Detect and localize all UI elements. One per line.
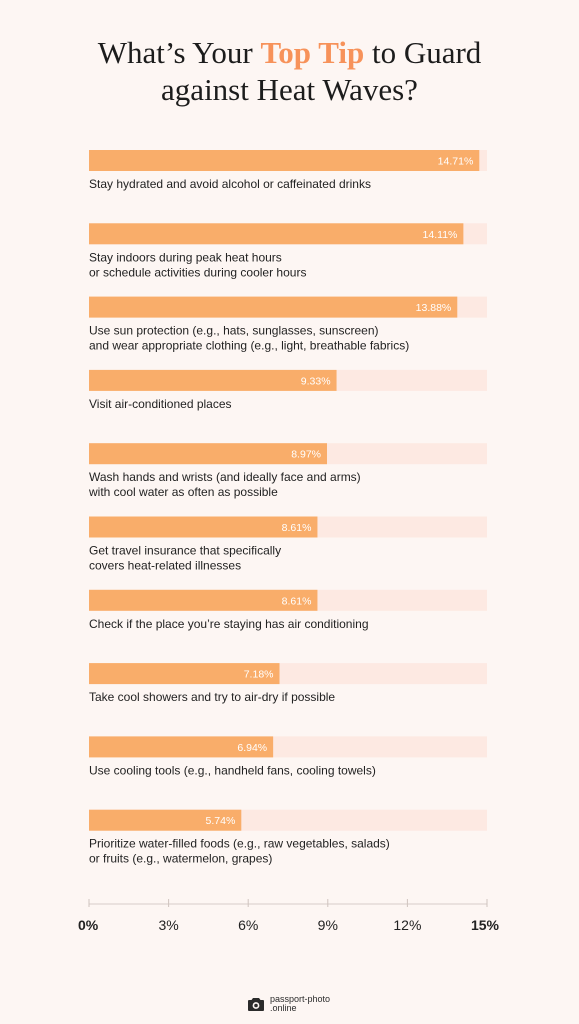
category-label: Check if the place you’re staying has air conditioning <box>89 616 369 631</box>
x-tick-label: 12% <box>393 917 422 933</box>
brand-logo <box>247 995 330 1013</box>
brand-logo-line-1: passport-photo <box>270 994 331 1004</box>
bar-value-label: 6.94% <box>237 741 268 754</box>
title-part-2: to Guard <box>364 35 482 70</box>
x-tick-label: 3% <box>158 917 179 933</box>
category-label: Take cool showers and try to air-dry if possible <box>89 690 336 705</box>
brand-logo-line-2: .online <box>270 1003 297 1013</box>
bar-value-label: 13.88% <box>415 302 452 315</box>
category-label: Prioritize water-filled foods (e.g., raw vegetables, salads) <box>89 836 390 851</box>
bar-value-label: 14.11% <box>422 228 458 241</box>
bar-value-label: 5.74% <box>205 815 236 828</box>
title-part-1: What’s Your <box>97 35 261 70</box>
category-label: covers heat-related illnesses <box>89 558 242 573</box>
category-label: and wear appropriate clothing (e.g., light, breathable fabrics) <box>89 338 410 353</box>
bar-value-label: 8.97% <box>291 448 322 461</box>
bar <box>89 370 337 391</box>
title-highlight: Top Tip <box>260 35 365 70</box>
category-label: Use cooling tools (e.g., handheld fans, cooling towels) <box>89 763 376 778</box>
x-tick-label: 15% <box>470 917 499 933</box>
category-label: Get travel insurance that specifically <box>89 543 282 558</box>
category-label: Use sun protection (e.g., hats, sunglasses, sunscreen) <box>89 323 379 338</box>
category-label: Wash hands and wrists (and ideally face and arms) <box>89 470 361 485</box>
camera-icon <box>247 996 265 1012</box>
bar <box>89 297 457 318</box>
category-label: or schedule activities during cooler hours <box>89 265 307 280</box>
bar <box>89 223 463 244</box>
bar-value-label: 7.18% <box>243 668 274 681</box>
bar-value-label: 14.71% <box>437 155 474 168</box>
category-label: with cool water as often as possible <box>89 485 278 500</box>
bar-value-label: 9.33% <box>300 375 331 388</box>
x-tick-label: 6% <box>238 917 259 933</box>
x-tick-label: 9% <box>317 917 338 933</box>
brand-logo-text <box>270 995 330 1013</box>
category-label: Visit air-conditioned places <box>89 396 232 411</box>
title-line-2: against Heat Waves? <box>161 72 418 107</box>
x-tick-label: 0% <box>78 917 99 933</box>
category-label: Stay indoors during peak heat hours <box>89 250 282 265</box>
bar <box>89 150 479 171</box>
category-label: Stay hydrated and avoid alcohol or caffeinated drinks <box>89 177 371 191</box>
category-label: or fruits (e.g., watermelon, grapes) <box>89 851 273 866</box>
bar-value-label: 8.61% <box>281 522 312 534</box>
bar-value-label: 8.61% <box>281 595 312 608</box>
